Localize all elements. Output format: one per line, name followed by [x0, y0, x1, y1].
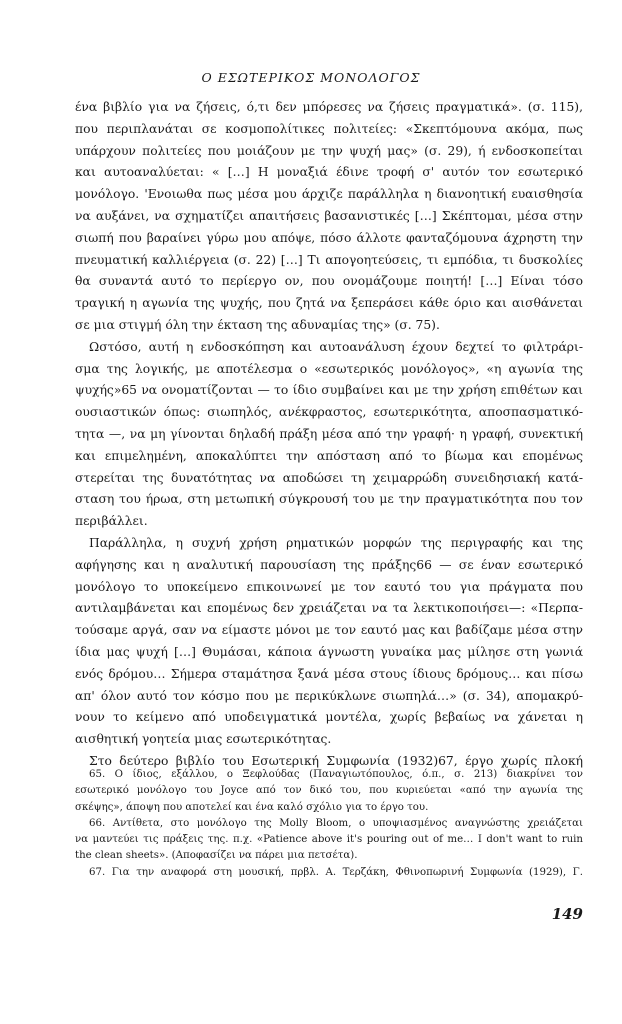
footnote-line: 66. Αντίθετα, στο μονόλογο της Molly Bloom, ο υποψιασμένος αναγνώστης χρειάζεται — [89, 817, 583, 829]
text-line: θα συναντά αυτό το περίεργο ον, που ονομάζουμε ποιητή! […] Είναι τόσο — [75, 274, 583, 289]
text-line: σε μια στιγμή όλη την έκταση της αδυναμίας της» (σ. 75). — [75, 317, 440, 332]
text-line: αντιλαμβάνεται και επομένως δεν χρειάζεται να τα λεκτικοποιήσει—: «Περπα- — [75, 601, 583, 616]
text-line: και επιμελημένη, αποκαλύπτει την απόσταση από το βίωμα και επομένως — [75, 448, 583, 463]
text-line: ενός δρόμου… Σήμερα σταμάτησα ξανά μέσα στους ίδιους δρόμους… και πίσω — [75, 666, 583, 681]
text-line: μονόλογο. 'Ενοιωθα πως μέσα μου άρχιζε παράλληλα η διανοητική ευαισθησία — [75, 187, 583, 202]
text-line: να αυξάνει, να σχηματίζει απαιτήσεις βασανιστικές […] Σκέπτομαι, μέσα στην — [75, 208, 583, 223]
text-line: αισθητική γοητεία μιας εσωτερικότητας. — [75, 732, 332, 747]
text-line: ουσιαστικών όπως: σιωπηλός, ανέκφραστος, εσωτερικότητα, αποσπασματικό- — [75, 405, 583, 420]
text-line: Ωστόσο, αυτή η ενδοσκόπηση και αυτοανάλυση έχουν δεχτεί το φιλτράρι- — [89, 339, 583, 354]
body-text — [75, 97, 583, 773]
running-header: Ο ΕΣΩΤΕΡΙΚΟΣ ΜΟΝΟΛΟΓΟΣ — [201, 70, 421, 85]
text-line: νουν το κείμενο από υποδειγματικά μοντέλα, χωρίς βεβαίως να χάνεται η — [75, 710, 583, 725]
text-line: τραγική η αγωνία της ψυχής, που ζητά να ξεπεράσει κάθε όριο και αισθάνεται — [75, 296, 583, 311]
text-line: ένα βιβλίο για να ζήσεις, ό,τι δεν μπόρεσες να ζήσεις πραγματικά». (σ. 115), — [75, 100, 583, 114]
footnote-line: 67. Για την αναφορά στη μουσική, πρβλ. Α. Τερζάκη, Φθινοπωρινή Συμφωνία (1929), Γ. — [89, 866, 583, 878]
text-line: πνευματική καλλιέργεια (σ. 22) […] Τι απογοητεύσεις, τι εμπόδια, τι δυσκολίες — [75, 252, 583, 267]
text-line: τούσαμε αργά, σαν να είμαστε μόνοι με τον εαυτό μας και βαδίζαμε μέσα στην — [75, 623, 583, 638]
text-line: και αυτοαναλύεται: « […] Η μοναξιά έδινε τροφή σ' αυτόν τον εσωτερικό — [75, 165, 583, 180]
text-line: ψυχής»65 να ονοματίζονται — το ίδιο συμβαίνει και με την χρήση επιθέτων και — [75, 383, 583, 398]
text-line: σιωπή που βαραίνει γύρω μου απόψε, πόσο άλλοτε φανταζόμουνα άχρηστη την — [75, 230, 583, 245]
page-number: 149 — [551, 905, 583, 923]
text-line: ίδια μας ψυχή […] Θυμάσαι, κάποια άγνωστη γυναίκα μας μίλησε στη γωνιά — [75, 644, 583, 659]
text-line: Στο δεύτερο βιβλίο του Εσωτερική Συμφωνία (1932)67, έργο χωρίς πλοκή — [89, 753, 583, 768]
text-line: που περιπλανάται σε κοσμοπολίτικες πολιτείες: «Σκεπτόμουνα ακόμα, πως — [75, 121, 583, 136]
text-line: τητα —, να μη γίνονται δηλαδή πράξη μέσα από την γραφή· η γραφή, συνεκτική — [75, 426, 583, 441]
text-line: περιβάλλει. — [75, 514, 148, 529]
footnote-line: the clean sheets». (Αποφασίζει να πάρει μια πετσέτα). — [75, 850, 358, 862]
footnote-line: σκέψης», άποψη που αποτελεί και ένα καλό σχόλιο για το έργο του. — [75, 801, 429, 813]
footnote-line: 65. Ο ίδιος, εξάλλου, ο Ξεφλούδας (Παναγιωτόπουλος, ό.π., σ. 213) διακρίνει τον — [89, 769, 583, 780]
footnotes — [75, 767, 583, 881]
text-line: Παράλληλα, η συχνή χρήση ρηματικών μορφών της περιγραφής και της — [89, 535, 583, 550]
text-line: στερείται της δυνατότητας να αποδώσει τη χειμαρρώδη συνειδησιακή κατά- — [75, 470, 583, 485]
footnote-line: να μαντεύει τις πράξεις της. π.χ. «Patience above it's pouring out of me… I don't want to ruin — [75, 834, 583, 846]
text-line: αφήγησης και η αναλυτική παρουσίαση της πράξης66 — σε έναν εσωτερικό — [75, 557, 583, 572]
text-line: σμα της λογικής, με αποτέλεσμα ο «εσωτερικός μονόλογος», «η αγωνία της — [75, 361, 583, 376]
text-line: υπάρχουν πολιτείες που μοιάζουν με την ψυχή μας» (σ. 29), ή ενδοσκοπείται — [75, 143, 583, 158]
text-line: απ' όλον αυτό τον κόσμο που με περικύκλωνε σιωπηλά…» (σ. 34), απομακρύ- — [75, 688, 583, 703]
footnote-line: εσωτερικό μονόλογο του Joyce από τον δικό του, που κυριεύεται «από την αγωνία της — [75, 785, 583, 797]
text-line: μονόλογο το υποκείμενο επικοινωνεί με τον εαυτό του για πράγματα που — [75, 579, 583, 594]
text-line: σταση του ήρωα, στη μετωπική σύγκρουσή του με την πραγματικότητα που τον — [75, 492, 583, 507]
